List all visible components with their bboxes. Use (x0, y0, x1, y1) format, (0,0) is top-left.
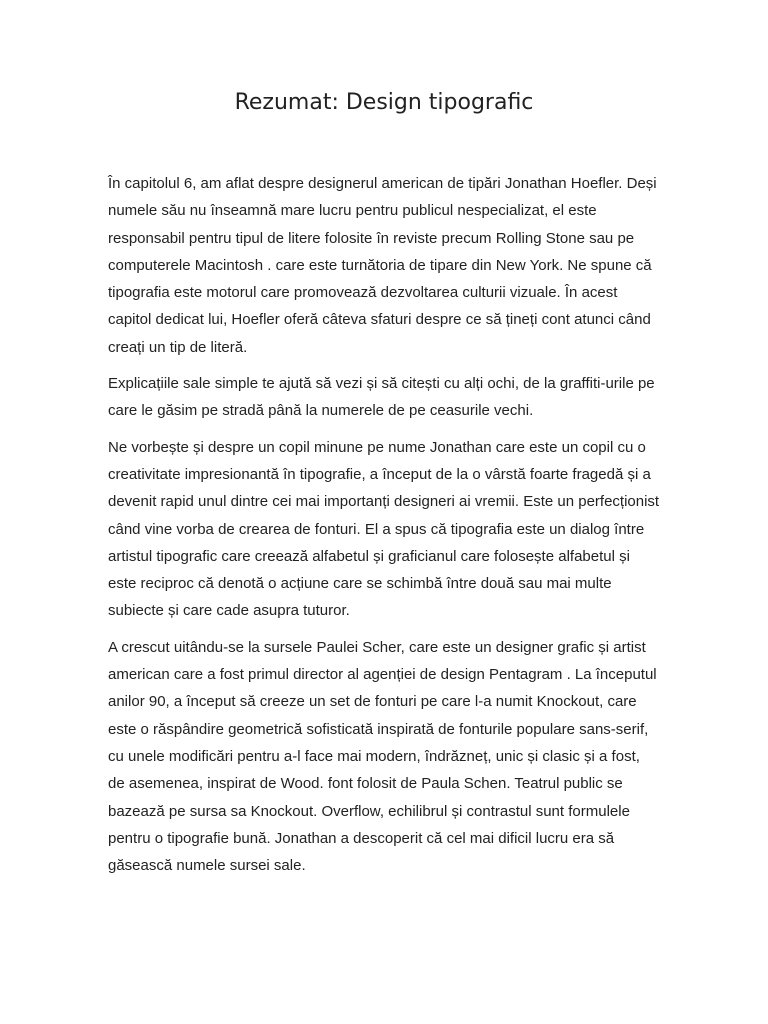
document-body (108, 170, 673, 888)
paragraph-4: A crescut uitându-se la sursele Paulei Scher, care este un designer grafic și artist american care a fost primul director al agenției de design Pentagram . La începutul anilor 90, a început să creeze un set de fonturi pe care l-a numit Knockout, care este o răspândire geometrică sofisticată inspirată de fonturile populare sans-serif, cu unele modificări pentru a-l face mai modern, îndrăzneț, unic și clasic și a fost, de asemenea, inspirat de Wood. font folosit de Paula Schen. Teatrul public se bazează pe sursa sa Knockout. Overflow, echilibrul și contrastul sunt formulele pentru o tipografie bună. Jonathan a descoperit că cel mai dificil lucru era să găsească numele sursei sale. (108, 638, 657, 875)
paragraph-2: Explicațiile sale simple te ajută să vezi și să citești cu alți ochi, de la graffiti-urile pe care le găsim pe stradă până la numerele de pe ceasurile vechi. (108, 375, 655, 420)
paragraph-1: În capitolul 6, am aflat despre designerul american de tipări Jonathan Hoefler. Deși numele său nu înseamnă mare lucru pentru publicul nespecializat, el este responsabil pentru tipul de litere folosite în reviste precum Rolling Stone sau pe computerele Macintosh . care este turnătoria de tipare din New York. Ne spune că tipografia este motorul care promovează dezvoltarea culturii vizuale. În acest capitol dedicat lui, Hoefler oferă câteva sfaturi despre ce să țineți cont atunci când creați un tip de literă. (108, 175, 657, 356)
paragraph-3: Ne vorbește și despre un copil minune pe nume Jonathan care este un copil cu o creativitate impresionantă în tipografie, a început de la o vârstă foarte fragedă și a devenit rapid unul dintre cei mai importanți designeri ai vremii. Este un perfecționist când vine vorba de crearea de fonturi. El a spus că tipografia este un dialog între artistul tipografic care creează alfabetul și graficianul care folosește alfabetul și este reciproc că denotă o acțiune care se schimbă între două sau mai multe subiecte și care cade asupra tuturor. (108, 438, 660, 620)
document-title: Rezumat: Design tipografic (234, 90, 534, 115)
